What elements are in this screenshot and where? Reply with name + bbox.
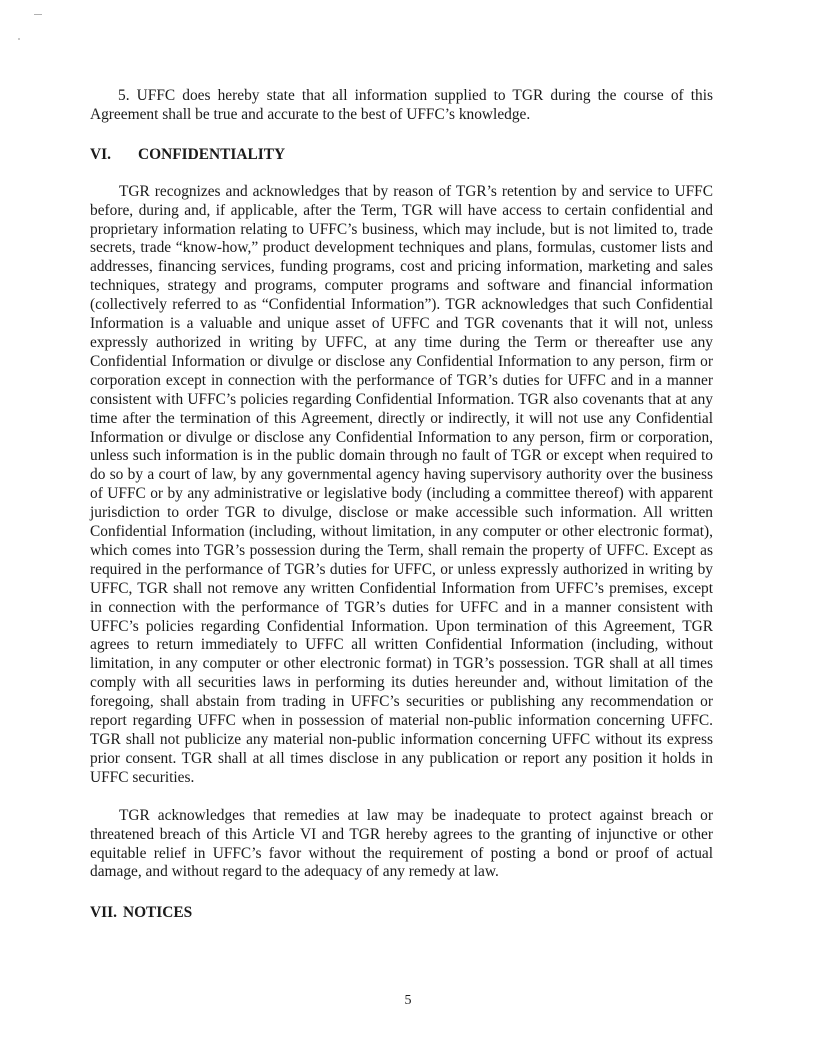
section-number: VI. bbox=[90, 145, 111, 163]
section-number: VII. bbox=[90, 904, 117, 922]
remedies-paragraph: TGR acknowledges that remedies at law may be inadequate to protect against breach or threatened breach of this Article VI and TGR hereby agrees to the granting of injunctive or other equitable relief in UFFC’s favor without the requirement of posting a bond or proof of actual damage, and without regard to the adequacy of any remedy at law. bbox=[90, 806, 713, 881]
document-body bbox=[90, 87, 713, 923]
section-heading-confidentiality bbox=[90, 146, 713, 165]
section-heading-notices bbox=[90, 904, 713, 923]
scan-artifact bbox=[18, 38, 20, 40]
page-number: 5 bbox=[404, 993, 412, 1008]
confidentiality-paragraph: TGR recognizes and acknowledges that by reason of TGR’s retention by and service to UFFC before, during and, if applicable, after the Term, TGR will have access to certain confidential and proprietary information relating to UFFC’s business, which may include, but is not limited to, trade secrets, trade “know-how,” product development techniques and plans, formulas, customer lists and addresses, financing services, funding programs, cost and pricing information, marketing and sales techniques, strategy and programs, computer programs and software and financial information (collectively referred to as “Confidential Information”). TGR acknowledges that such Confidential Information is a valuable and unique asset of UFFC and TGR covenants that it will not, unless expressly authorized in writing by UFFC, at any time during the Term or thereafter use any Confidential Information or divulge or disclose any Confidential Information to any person, firm or corporation except in connection with the performance of TGR’s duties for UFFC and in a manner consistent with UFFC’s policies regarding Confidential Information. TGR also covenants that at any time after the termination of this Agreement, directly or indirectly, it will not use any Confidential Information or divulge or disclose any Confidential Information to any person, firm or corporation, unless such information is in the public domain through no fault of TGR or except when required to do so by a court of law, by any governmental agency having supervisory authority over the business of UFFC or by any administrative or legislative body (including a committee thereof) with apparent jurisdiction to order TGR to divulge, disclose or make accessible such information. All written Confidential Information (including, without limitation, in any computer or other electronic format), which comes into TGR’s possession during the Term, shall remain the property of UFFC. Except as required in the performance of TGR’s duties for UFFC, or unless expressly authorized in writing by UFFC, TGR shall not remove any written Confidential Information from UFFC’s premises, except in connection with the performance of TGR’s duties for UFFC and in a manner consistent with UFFC’s policies regarding Confidential Information. Upon termination of this Agreement, TGR agrees to return immediately to UFFC all written Confidential Information (including, without limitation, in any computer or other electronic format) in TGR’s possession. TGR shall at all times comply with all securities laws in performing its duties hereunder and, without limitation of the foregoing, shall abstain from trading in UFFC’s securities or publishing any recommendation or report regarding UFFC when in possession of material non-public information concerning UFFC. TGR shall not publicize any material non-public information concerning UFFC without its express prior consent. TGR shall at all times disclose in any publication or report any position it holds in UFFC securities. bbox=[90, 182, 713, 786]
section-title: CONFIDENTIALITY bbox=[138, 145, 286, 163]
paragraph-5: 5. UFFC does hereby state that all information supplied to TGR during the course of this Agreement shall be true and accurate to the best of UFFC’s knowledge. bbox=[90, 87, 713, 123]
scan-artifact bbox=[34, 14, 42, 15]
section-title: NOTICES bbox=[122, 904, 193, 922]
